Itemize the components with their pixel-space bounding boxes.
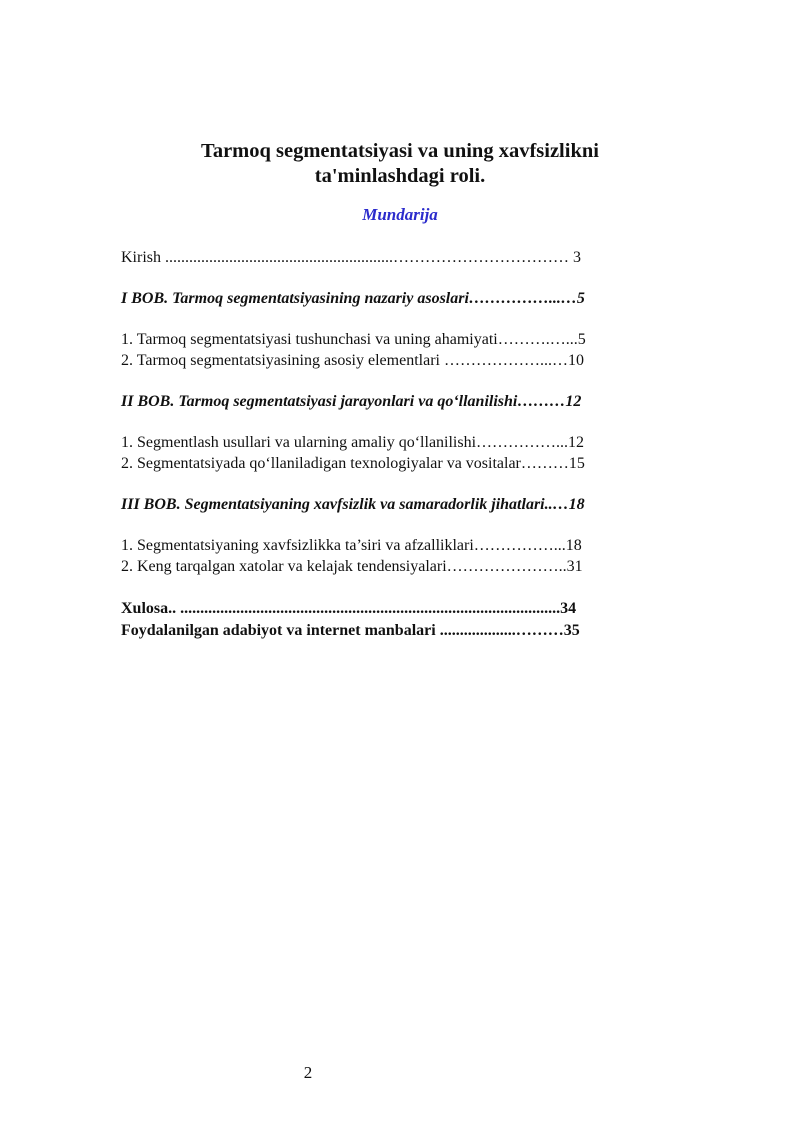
toc-entry-chapter-3-section-2: 2. Keng tarqalgan xatolar va kelajak tendensiyalari…………………..31 — [121, 558, 583, 575]
title-line-1: Tarmoq segmentatsiyasi va uning xavfsizlikni — [201, 140, 599, 162]
toc-entry-conclusion: Xulosa.. ...............................................................................................34 — [121, 600, 577, 617]
toc-heading: Mundarija — [362, 205, 438, 224]
title-line-2: ta'minlashdagi roli. — [314, 165, 486, 187]
toc-entry-chapter-1: I BOB. Tarmoq segmentatsiyasining nazariy asoslari……………...…5 — [121, 290, 585, 307]
toc-entry-chapter-3-section-1: 1. Segmentatsiyaning xavfsizlikka ta’siri va afzalliklari……………...18 — [121, 537, 582, 554]
toc-entry-chapter-1-section-2: 2. Tarmoq segmentatsiyasining asosiy elementlari ………………...…10 — [121, 352, 584, 369]
page-number: 2 — [303, 1063, 313, 1082]
document-title — [0, 139, 800, 189]
toc-entry-chapter-2: II BOB. Tarmoq segmentatsiyasi jarayonlari va qo‘llanilishi………12 — [121, 393, 582, 410]
toc-entry-chapter-2-section-2: 2. Segmentatsiyada qo‘llaniladigan texnologiyalar va vositalar………15 — [121, 455, 585, 472]
toc-entry-references: Foydalanilgan adabiyot va internet manbalari ...................………35 — [121, 622, 580, 639]
toc-entry-chapter-1-section-1: 1. Tarmoq segmentatsiyasi tushunchasi va uning ahamiyati……….…...5 — [121, 331, 586, 348]
toc-entry-chapter-2-section-1: 1. Segmentlash usullari va ularning amaliy qo‘llanilishi……………...12 — [121, 434, 585, 451]
toc-entry-chapter-3: III BOB. Segmentatsiyaning xavfsizlik va samaradorlik jihatlari..…18 — [121, 496, 585, 513]
toc-entry-intro: Kirish .........................................................…………………………… 3 — [121, 249, 581, 266]
